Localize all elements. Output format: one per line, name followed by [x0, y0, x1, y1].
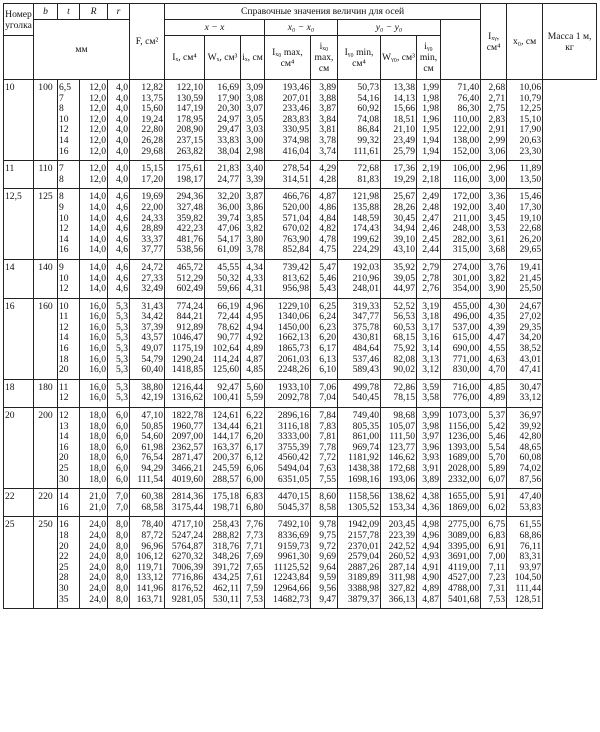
header-Ix: Iₓ, см⁴ [165, 36, 205, 80]
cell-Wy0: 35,92 39,05 44,97 [381, 259, 417, 298]
header-reference: Справочные значения величин для осей [165, 4, 481, 20]
cell-t: 11 12 [58, 379, 80, 407]
cell-Wx: 175,18 198,71 [205, 489, 241, 517]
cell-iy0: 1,99 1,98 1,98 1,96 1,95 1,94 1,94 [417, 80, 441, 161]
cell-ix0: 7,06 7,04 [311, 379, 338, 407]
table-header [4, 4, 597, 80]
cell-m: 19,41 21,45 25,50 [507, 259, 543, 298]
header-axis-y0: y₀ − y₀ [338, 20, 441, 36]
cell-Wy0: 17,36 19,29 [381, 161, 417, 189]
cell-ix: 6,83 6,80 [241, 489, 265, 517]
cell-Ixy: 274,00 301,00 354,00 [441, 259, 481, 298]
header-mass: Масса 1 м, кг [543, 4, 597, 80]
cell-m: 10,06 10,79 12,25 15,10 17,90 20,63 23,30 [507, 80, 543, 161]
table-row [4, 489, 597, 517]
cell-iy0: 4,98 4,96 4,94 4,93 4,91 4,90 4,89 4,87 [417, 517, 441, 609]
cell-F: 38,80 42,19 [130, 379, 165, 407]
cell-no: 10 [4, 80, 34, 161]
cell-Wx: 92,47 100,41 [205, 379, 241, 407]
table-row [4, 517, 597, 609]
cell-R: 12,0 12,0 [80, 161, 108, 189]
cell-Wy0: 138,62 153,34 [381, 489, 417, 517]
cell-r: 8,0 8,0 8,0 8,0 8,0 8,0 8,0 8,0 [108, 517, 130, 609]
cell-x0: 6,75 6,83 6,91 7,00 7,11 7,23 7,31 7,53 [481, 517, 507, 609]
cell-F: 12,82 13,75 15,60 19,24 22,80 26,28 29,68 [130, 80, 165, 161]
header-axis-xx: x − x [165, 20, 265, 36]
header-R: R [80, 4, 108, 20]
cell-no: 20 [4, 408, 34, 489]
cell-Ix0: 1229,10 1340,06 1450,00 1662,13 1865,73 2061,03 2248,26 [265, 298, 311, 379]
header-F: F, см² [130, 4, 165, 80]
cell-b: 180 [34, 379, 58, 407]
table-row [4, 298, 597, 379]
cell-Iy0: 192,03 210,96 248,01 [338, 259, 381, 298]
cell-Ix: 465,72 512,29 602,49 [165, 259, 205, 298]
header-Wx: Wₓ, см³ [205, 36, 241, 80]
header-ix0: iₓ₀ max, см [311, 36, 338, 80]
cell-r: 5,3 5,3 5,3 5,3 5,3 5,3 5,3 [108, 298, 130, 379]
cell-m: 11,89 13,50 [507, 161, 543, 189]
table-row [4, 259, 597, 298]
cell-t: 6,5 7 8 10 12 14 16 [58, 80, 80, 161]
cell-iy0: 2,49 2,48 2,47 2,46 2,45 2,44 [417, 189, 441, 260]
header-ix: iₓ, см [241, 36, 265, 80]
cell-ix0: 9,78 9,75 9,72 9,69 9,64 9,59 9,56 9,47 [311, 517, 338, 609]
cell-Ix0: 4470,15 5045,37 [265, 489, 311, 517]
cell-Wy0: 72,86 78,15 [381, 379, 417, 407]
cell-Wx: 21,83 24,77 [205, 161, 241, 189]
header-axis-x0: x₀ − x₀ [265, 20, 338, 36]
cell-Wx: 124,61 134,44 144,17 163,37 200,37 245,59 288,57 [205, 408, 241, 489]
cell-Wx: 32,20 36,00 39,74 47,06 54,17 61,09 [205, 189, 241, 260]
cell-x0: 5,37 5,42 5,46 5,54 5,70 5,89 6,07 [481, 408, 507, 489]
cell-t: 14 16 [58, 489, 80, 517]
table-body [4, 80, 597, 609]
cell-Ix0: 739,42 813,62 956,98 [265, 259, 311, 298]
cell-t: 16 18 20 22 25 28 30 35 [58, 517, 80, 609]
cell-x0: 4,30 4,35 4,39 4,47 4,55 4,63 4,70 [481, 298, 507, 379]
cell-x0: 5,91 6,02 [481, 489, 507, 517]
cell-ix0: 7,84 7,83 7,81 7,78 7,72 7,63 7,55 [311, 408, 338, 489]
cell-ix0: 6,25 6,24 6,23 6,20 6,17 6,13 6,10 [311, 298, 338, 379]
header-nomer: Номер уголка [4, 4, 34, 36]
cell-R: 14,0 14,0 14,0 [80, 259, 108, 298]
cell-x0: 3,36 3,40 3,45 3,53 3,61 3,68 [481, 189, 507, 260]
cell-Iy0: 319,33 347,77 375,78 430,81 484,64 537,46 589,43 [338, 298, 381, 379]
cell-Ixy: 71,40 76,40 86,30 110,00 122,00 138,00 152,00 [441, 80, 481, 161]
cell-Ix: 1822,78 1960,77 2097,00 2362,57 2871,47 3466,21 4019,60 [165, 408, 205, 489]
cell-t: 7 8 [58, 161, 80, 189]
cell-Ix: 2814,36 3175,44 [165, 489, 205, 517]
cell-m: 47,40 53,83 [507, 489, 543, 517]
cell-F: 47,10 50,85 54,60 61,98 76,54 94,29 111,54 [130, 408, 165, 489]
cell-Ix: 175,61 198,17 [165, 161, 205, 189]
header-Wy0: Wᵧ₀, см³ [381, 36, 417, 80]
cell-b: 220 [34, 489, 58, 517]
cell-Ixy: 2775,00 3089,00 3395,00 3691,00 4119,00 4527,00 4788,00 5401,68 [441, 517, 481, 609]
cell-Wy0: 25,67 28,26 30,45 34,94 39,10 43,10 [381, 189, 417, 260]
cell-ix: 4,96 4,95 4,94 4,92 4,89 4,87 4,85 [241, 298, 265, 379]
cell-ix: 3,40 3,39 [241, 161, 265, 189]
cell-b: 110 [34, 161, 58, 189]
cell-Wx: 45,55 50,32 59,66 [205, 259, 241, 298]
cell-Ix0: 2896,16 3116,18 3333,00 3755,39 4560,42 5494,04 6351,05 [265, 408, 311, 489]
document-page [3, 3, 597, 729]
table-row [4, 189, 597, 260]
cell-ix0: 5,47 5,46 5,43 [311, 259, 338, 298]
cell-iy0: 2,79 2,78 2,76 [417, 259, 441, 298]
cell-Iy0: 50,73 54,16 60,92 74,08 86,84 99,32 111,61 [338, 80, 381, 161]
cell-Ixy: 1655,00 1869,00 [441, 489, 481, 517]
cell-b: 140 [34, 259, 58, 298]
cell-Ix: 1216,44 1316,62 [165, 379, 205, 407]
cell-Iy0: 499,78 540,45 [338, 379, 381, 407]
cell-ix: 6,22 6,21 6,20 6,17 6,12 6,06 6,00 [241, 408, 265, 489]
cell-R: 24,0 24,0 24,0 24,0 24,0 24,0 24,0 24,0 [80, 517, 108, 609]
cell-m: 36,97 39,92 42,80 48,65 60,08 74,02 87,56 [507, 408, 543, 489]
cell-Ix: 774,24 844,21 912,89 1046,47 1175,19 1290,24 1418,85 [165, 298, 205, 379]
cell-x0: 2,68 2,71 2,75 2,83 2,91 2,99 3,06 [481, 80, 507, 161]
cell-ix: 3,87 3,86 3,85 3,82 3,80 3,78 [241, 189, 265, 260]
cell-R: 14,0 14,0 14,0 14,0 14,0 14,0 [80, 189, 108, 260]
cell-r: 7,0 7,0 [108, 489, 130, 517]
cell-F: 15,15 17,20 [130, 161, 165, 189]
cell-Wy0: 98,68 105,07 111,50 123,77 146,62 172,68 193,06 [381, 408, 417, 489]
cell-F: 60,38 68,58 [130, 489, 165, 517]
cell-Iy0: 1942,09 2157,78 2370,01 2579,04 2887,26 3189,89 3388,98 3879,37 [338, 517, 381, 609]
cell-t: 12 13 14 16 20 25 30 [58, 408, 80, 489]
cell-m: 30,47 33,12 [507, 379, 543, 407]
cell-F: 31,43 34,42 37,39 43,57 49,07 54,79 60,40 [130, 298, 165, 379]
cell-Ixy: 172,00 192,00 211,00 248,00 282,00 315,00 [441, 189, 481, 260]
cell-ix0: 3,89 3,88 3,87 3,84 3,81 3,78 3,74 [311, 80, 338, 161]
cell-b: 100 [34, 80, 58, 161]
cell-no: 12,5 [4, 189, 34, 260]
cell-b: 160 [34, 298, 58, 379]
cell-Ixy: 455,00 496,00 537,00 615,00 690,00 771,00 830,00 [441, 298, 481, 379]
cell-ix: 7,76 7,73 7,71 7,69 7,65 7,61 7,59 7,53 [241, 517, 265, 609]
cell-iy0: 3,99 3,98 3,97 3,96 3,93 3,91 3,89 [417, 408, 441, 489]
cell-Wx: 16,69 17,90 20,30 24,97 29,47 33,83 38,04 [205, 80, 241, 161]
cell-Ix0: 278,54 314,51 [265, 161, 311, 189]
cell-ix0: 4,29 4,28 [311, 161, 338, 189]
cell-ix: 3,09 3,08 3,07 3,05 3,03 3,00 2,98 [241, 80, 265, 161]
header-t: t [58, 4, 80, 20]
cell-t: 8 9 10 12 14 16 [58, 189, 80, 260]
cell-iy0: 3,19 3,18 3,17 3,16 3,14 3,13 3,12 [417, 298, 441, 379]
cell-r: 4,6 4,6 4,6 4,6 4,6 4,6 [108, 189, 130, 260]
cell-x0: 4,85 4,89 [481, 379, 507, 407]
cell-Ix0: 466,76 520,00 571,04 670,02 763,90 852,84 [265, 189, 311, 260]
cell-r: 4,6 4,6 4,6 [108, 259, 130, 298]
cell-Ixy: 716,00 776,00 [441, 379, 481, 407]
header-Ix0: Iₓ₀ max, см⁴ [265, 36, 311, 80]
cell-b: 200 [34, 408, 58, 489]
cell-m: 61,55 68,86 76,11 83,31 93,97 104,50 111,44 128,51 [507, 517, 543, 609]
cell-r: 4,0 4,0 [108, 161, 130, 189]
cell-iy0: 2,19 2,18 [417, 161, 441, 189]
header-mm: мм [34, 20, 130, 80]
cell-r: 5,3 5,3 [108, 379, 130, 407]
cell-x0: 3,76 3,82 3,90 [481, 259, 507, 298]
cell-Ixy: 106,00 116,00 [441, 161, 481, 189]
header-b: b [34, 4, 58, 20]
cell-Iy0: 749,40 805,35 861,00 969,74 1181,92 1438,38 1698,16 [338, 408, 381, 489]
cell-t: 10 11 12 14 16 18 20 [58, 298, 80, 379]
cell-ix0: 8,60 8,58 [311, 489, 338, 517]
cell-Ix: 4717,10 5247,24 5764,87 6270,32 7006,39 7716,86 8176,52 9281,05 [165, 517, 205, 609]
cell-Iy0: 121,98 135,88 148,59 174,43 199,62 224,29 [338, 189, 381, 260]
cell-ix0: 4,87 4,86 4,84 4,82 4,78 4,75 [311, 189, 338, 260]
cell-R: 16,0 16,0 [80, 379, 108, 407]
cell-R: 12,0 12,0 12,0 12,0 12,0 12,0 12,0 [80, 80, 108, 161]
cell-iy0: 4,38 4,36 [417, 489, 441, 517]
cell-b: 250 [34, 517, 58, 609]
cell-Ix0: 7492,10 8336,69 9159,73 9961,30 11125,52 12243,84 12964,66 14682,73 [265, 517, 311, 609]
cell-m: 24,67 27,02 29,35 34,20 38,52 43,01 47,41 [507, 298, 543, 379]
cell-Ix: 122,10 130,59 147,19 178,95 208,90 237,15 263,82 [165, 80, 205, 161]
angle-steel-table [3, 3, 597, 609]
cell-Iy0: 1158,56 1305,52 [338, 489, 381, 517]
cell-F: 19,69 22,00 24,33 28,89 33,37 37,77 [130, 189, 165, 260]
cell-Wx: 66,19 72,44 78,62 90,77 102,64 114,24 125,60 [205, 298, 241, 379]
header-iy0: iᵧ₀ min, см [417, 36, 441, 80]
cell-r: 6,0 6,0 6,0 6,0 6,0 6,0 6,0 [108, 408, 130, 489]
cell-b: 125 [34, 189, 58, 260]
cell-ix: 5,60 5,59 [241, 379, 265, 407]
cell-Ix0: 193,46 207,01 233,46 283,83 330,95 374,98 416,04 [265, 80, 311, 161]
cell-ix: 4,34 4,33 4,31 [241, 259, 265, 298]
cell-no: 11 [4, 161, 34, 189]
cell-no: 18 [4, 379, 34, 407]
header-nomer-cont [4, 36, 34, 80]
table-row [4, 161, 597, 189]
cell-Wx: 258,43 288,82 318,76 348,26 391,72 434,25 462,11 530,11 [205, 517, 241, 609]
cell-R: 21,0 21,0 [80, 489, 108, 517]
cell-Iy0: 72,68 81,83 [338, 161, 381, 189]
cell-F: 78,40 87,72 96,96 106,12 119,71 133,12 141,96 163,71 [130, 517, 165, 609]
cell-F: 24,72 27,33 32,49 [130, 259, 165, 298]
cell-R: 16,0 16,0 16,0 16,0 16,0 16,0 16,0 [80, 298, 108, 379]
cell-x0: 2,96 3,00 [481, 161, 507, 189]
cell-Wy0: 13,38 14,13 15,66 18,51 21,10 23,49 25,79 [381, 80, 417, 161]
table-row [4, 80, 597, 161]
cell-Ix0: 1933,10 2092,78 [265, 379, 311, 407]
cell-Wy0: 203,45 223,39 242,52 260,52 287,14 311,98 327,82 366,13 [381, 517, 417, 609]
cell-t: 9 10 12 [58, 259, 80, 298]
cell-Ixy: 1073,00 1156,00 1236,00 1393,00 1689,00 2028,00 2332,00 [441, 408, 481, 489]
table-row [4, 408, 597, 489]
cell-no: 16 [4, 298, 34, 379]
cell-no: 14 [4, 259, 34, 298]
header-x0: x₀, см [507, 4, 543, 80]
cell-no: 25 [4, 517, 34, 609]
header-r: r [108, 4, 130, 20]
cell-m: 15,46 17,30 19,10 22,68 26,20 29,65 [507, 189, 543, 260]
cell-iy0: 3,59 3,58 [417, 379, 441, 407]
table-row [4, 379, 597, 407]
cell-Ix: 294,36 327,48 359,82 422,23 481,76 538,56 [165, 189, 205, 260]
cell-R: 18,0 18,0 18,0 18,0 18,0 18,0 18,0 [80, 408, 108, 489]
header-Iy0: Iᵧ₀ min, см⁴ [338, 36, 381, 80]
cell-r: 4,0 4,0 4,0 4,0 4,0 4,0 4,0 [108, 80, 130, 161]
cell-Wy0: 52,52 56,53 60,53 68,15 75,92 82,08 90,02 [381, 298, 417, 379]
header-Ixy: Iₓᵧ, см⁴ [481, 4, 507, 80]
cell-no: 22 [4, 489, 34, 517]
